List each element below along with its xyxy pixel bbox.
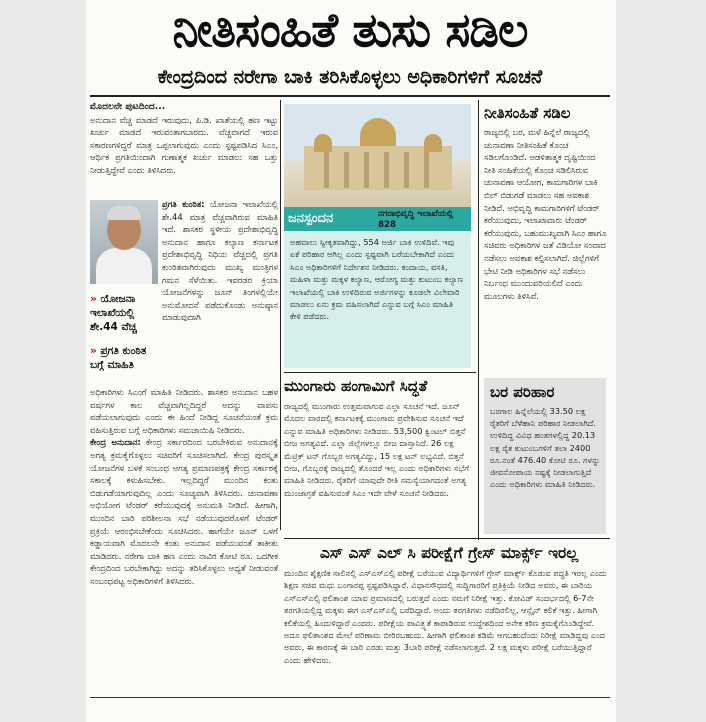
subheadline: ಕೇಂದ್ರದಿಂದ ನರೇಗಾ ಬಾಕಿ ತರಿಸಿಕೊಳ್ಳಲು ಅಧಿಕಾರಿಗಳಿಗೆ ಸೂಚನೆ — [157, 66, 543, 88]
janaspandana-label: ಜನಸ್ಪಂದನ — [288, 211, 334, 226]
sslc-body: ಮುಂದಿನ ಶೈಕ್ಷಣಿಕ ಸಾಲಿನಲ್ಲಿ ಎಸ್ಎಸ್ಎಲ್ಸಿ ಪರೀಕ್ಷೆ ಬರೆಯುವ ವಿದ್ಯಾರ್ಥಿಗಳಿಗೆ ಗ್ರೇಸ್ ಮಾರ್ಕ್ಸ್ ಕೊಡುವ ಪದ್ಧತಿ ಇರಲ್ಲ ಎಂದು ಶಿಕ್ಷಣ ಸಚಿವ ಮಧು ಬಂಗಾರಪ್ಪ ಸ್ಪಷ್ಟಪಡಿಸಿದ್ದಾರೆ. ವಿಧಾನಸೌಧದಲ್ಲಿ ಸುದ್ದಿಗಾರರಿಗೆ ಪ್ರತಿಕ್ರಿಯೆ ನೀಡಿದ ಅವರು, ಈ ಬಾರಿಯ ಎಸ್ಎಸ್ಎಲ್ಸಿ ಫಲಿತಾಂಶ ಯಾವ ಪ್ರಮಾಣದಲ್ಲಿ ಬರುತ್ತದೆ ಎಂದು ನಮಗೆ ನಿರೀಕ್ಷೆ ಇತ್ತು. ಕೋವಿಡ್ ಸಂದರ್ಭದಲ್ಲಿ 6-7ನೇ ತರಗತಿಯಲ್ಲಿದ್ದ ಮಕ್ಕಳು ಈಗ ಎಸ್ಎಸ್ಎಲ್ಸಿ ಬರೆದಿದ್ದಾರೆ. ಅಂದು ತರಗತಿಗಳು ನಡೆದಿರಲಿಲ್ಲ, ಆನ್ಲೈನ್ ಕಲಿಕೆ ಇತ್ತು. ಹೀಗಾಗಿ ಕಲಿಕೆಯಲ್ಲಿ ಹಿಂದುಳಿದ್ದಾರೆ ಎಂದರು. ಪರೀಕ್ಷೆಯ ಪಾವಿತ್ರ್ಯತೆ ಕಾಪಾಡಿರುವ ಉದ್ದೇಶದಿಂದ ಅನೇಕ ಕಠಿಣ ಕ್ರಮಕೈಗೊಂಡಿದ್ದೇವೆ. ಅದೂ ಫಲಿತಾಂಶದ ಮೇಲೆ ಪರಿಣಾಮ ಬೀರಿರಬಹುದು. ಹೀಗಾಗಿ ಫಲಿತಾಂಶ ಕಡಿಮೆ ಆಗಬಹುದೆಂದು ನಿರೀಕ್ಷೆ ಮಾಡಿದ್ದವು ಎಂದ ಅವರು, ಈ ಕಾರಣಕ್ಕೆ ಈ ಬಾರಿ ಎರಡು ಮತ್ತು 3ಬಾರಿ ಪರೀಕ್ಷೆ ನಡೆಸಲಾಗುತ್ತದೆ. 2 ಲಕ್ಷ ಮಕ್ಕಳು ಪರೀಕ್ಷೆ ಬರೆಯುತ್ತಿದ್ದಾರೆ ಎಂದು ಹೇಳಿದರು. — [284, 568, 607, 665]
left-column-top — [90, 100, 278, 196]
building-tower — [424, 134, 442, 152]
divider — [284, 372, 476, 373]
photo-hair — [107, 206, 141, 220]
building-column — [344, 152, 349, 188]
sslc-heading: ಎಸ್ ಎಸ್ ಎಲ್ ಸಿ ಪರೀಕ್ಷೆಗೆ ಗ್ರೇಸ್ ಮಾರ್ಕ್ಸ್ ಇರಲ್ಲ — [319, 544, 579, 562]
pull-quote — [90, 292, 160, 334]
left-column-bottom — [90, 386, 278, 688]
building-column — [384, 152, 389, 188]
kicker: ಮೊದಲನೇ ಪುಟದಿಂದ... — [90, 101, 166, 112]
column-divider — [478, 100, 479, 540]
janaspandana-dateline: ನಗರಾಭಿವೃದ್ಧಿ ಇಲಾಖೆಯಲ್ಲಿ 828 — [378, 209, 454, 230]
right-column-body: ರಾಜ್ಯದಲ್ಲಿ ಬರ, ಮಳೆ ಹಿನ್ನೆಲೆ ರಾಜ್ಯದಲ್ಲಿ ಚುನಾವಣಾ ನೀತಿಸಂಹಿತೆ ಕೊಂಚ ಸಡಿಲಗೊಂಡಿದೆ. ಆಡಳಿತಾತ್ಮಕ ದೃಷ್ಟಿಯಿಂದ ನೀತಿ ಸಂಹಿತೆಯಲ್ಲಿ ಕೊಂಚ ಸಡಿಲಿಸಿರುವ ಚುನಾವಣಾ ಆಯೋಗ, ಕಾಮಗಾರಿಗಳ ಬಾಕಿ ಬಿಲ್ ಬಿಡುಗಡೆ ಮಾಡಲು ಸಹ ಅವಕಾಶ ನೀಡಿದೆ. ಅಭಿವೃದ್ಧಿ ಕಾಮಗಾರಿಗಳಿಗೆ ಟೆಂಡರ್ ಕರೆಯುವುದು, ಇಲಾಖಾವಾರು ಟೆಂಡರ್ ಕರೆಯುವುದು, ಬಹುಮುಖ್ಯವಾಗಿ ಸಿಎಂ ಹಾಗೂ ಸಚಿವರು ಅಧಿಕಾರಿಗಳ ಜತೆ ವಿಡಿಯೋ ಸಂವಾದ ನಡೆಸಲು ಅವಕಾಶ ಕಲ್ಪಿಸಲಾಗಿದೆ. ಜಿಲ್ಲೆಗಳಿಗೆ ಭೇಟಿ ನೀಡಿ ಅಧಿಕಾರಿಗಳ ಸಭೆ ನಡೆಸಲು ನಿರ್ಬಂಧ ಮುಂದುವರಿಯಲಿದೆ ಎಂದು ಮೂಲಗಳು ತಿಳಿಸಿವೆ. — [484, 127, 607, 301]
subheading: ಕೇಂದ್ರ ಅನುದಾನ: — [90, 437, 141, 448]
paragraph: ಕೇಂದ್ರ ಸರ್ಕಾರದಿಂದ ಬರಬೇಕಿರುವ ಅನುದಾನಕ್ಕೆ ಅಗತ್ಯ ಕ್ರಮಕೈಗೊಳ್ಳಲು ಸಚಿವರಿಗೆ ಸೂಚಿಸಲಾಗಿದೆ. ಕೇಂದ್ರ ಪುರಸ್ಕೃತ ಯೋಜನೆಗಳ ಬಳಕೆ ಸಂಬಂಧ ಅಗತ್ಯ ಪ್ರಮಾಣಪತ್ರಕ್ಕೆ ಕೇಂದ್ರ ಸರ್ಕಾರಕ್ಕೆ ಸಕಾಲಕ್ಕೆ ಕಳುಹಿಸಬೇಕು. ಇಲ್ಲದಿದ್ದರೆ ಮುಂದಿನ ಕಂತು ಬಿಡುಗಡೆಯಾಗುವುದಿಲ್ಲ ಎಂದು ಸೂಚ್ಯವಾಗಿ ತಿಳಿಸಿದರು. ಚುನಾವಣಾ ಅಭಿಯೋಗ ಟೆಂಡರ್ ಕರೆಯುವುದಕ್ಕೆ ಅನುಮತಿ ನೀಡಿದೆ. ಹೀಗಾಗಿ, ಮುಂದಿನ ಬಾರಿ ಪರಿಶೀಲನಾ ಸಭೆ ನಡೆಯುವುದರೊಳಗೆ ಟೆಂಡರ್ ಪ್ರಕ್ರಿಯೆ ಆರಂಭಿಸಬೇಕೆಂದು ಸೂಚಿಸಿದರು. ಹಾಗೆಯೇ ಜೂನ್ ಒಳಗೆ ಕಡ್ಡಾಯವಾಗಿ ಮೊದಲನೇ ಕಂತು ಅನುದಾನ ಪಡೆಯುವಂತೆ ತಾಕೀತು ಮಾಡಿದರು. ನರೇಗಾ ಬಾಕಿ ಹಣ ಎಂದು ನಾವಿರ ಕೋಟಿ ರೂ. ಒದಗೀಕ ಕೇಂದ್ರದಿಂದ ಬರಬೇಕಾಗಿದ್ದು ಅದನ್ನು ತರಿಸಿಕೊಳ್ಳಲು ಅಧ್ಯತೆ ನೀಡುವಂತೆ ಸಂಬಂಧಪಟ್ಟ ಅಧಿಕಾರಿಗಳಿಗೆ ತಿಳಿಸಿದರು. — [90, 437, 278, 586]
headline: ನೀತಿಸಂಹಿತೆ ತುಸು ಸಡಿಲ — [172, 3, 528, 58]
building-column — [404, 152, 409, 188]
paragraph: ಅನುದಾನ ವೆಚ್ಚ ಮಾಡದೆ ಇರುವುದು, ಪಿ.ಡಿ. ಖಾತೆಯಲ್ಲಿ ಹಣ ಇಟ್ಟು ಖರ್ಚು ಮಾಡದೆ ಇರುವಂತಾಗಬಾರದು. ವೆಚ್ಚವಾಗದೆ ಇರುವ ಸಕಾರಣಗಳಿದ್ದರೆ ಮಾತ್ರ ಒಪ್ಪಲಾಗುವುದು ಎಂದು ಸ್ಪಷ್ಟಪಡಿಸಿದ ಸಿಎಂ, ಆರ್ಥಿಕ ಪ್ರಗತಿಯಿಂದಾಗಿ ಗುಣಾತ್ಮಕ ಖರ್ಚು ಮಾಡಲು ಸಹ ಒತ್ತು ನೀಡುತ್ತಿದ್ದೇವೆ ಎಂದು ತಿಳಿಸಿದರು. — [90, 114, 278, 175]
photo-body — [96, 248, 152, 284]
portrait-photo — [90, 200, 158, 284]
drought-body: ಬರಗಾಲ ಹಿನ್ನೆಲೆಯಲ್ಲಿ 33.50 ಲಕ್ಷ ರೈತರಿಗೆ ಬೆಳೆಹಾನಿ ಪರಿಹಾರ ನೀಡಲಾಗಿದೆ. ಉಳಿದಿದ್ದ ವಿವಿಧ ಹಂತಗಳಲ್ಲಿದ್ದ 20.13 ಲಕ್ಷ ರೈತ ಕುಟುಂಬಗಳಿಗೆ ತಲಾ 2400 ರೂ.ನಂತೆ 476.40 ಕೋಟಿ ರೂ. ಗಳನ್ನು ಜೀವನೋಪಾಯ ನಷ್ಟಕ್ಕೆ ನೀಡಲಾಗುತ್ತಿದೆ ಎಂದು ಅಧಿಕಾರಿಗಳು ಮಾಹಿತಿ ನೀಡಿದರು. — [490, 406, 601, 490]
left-column-side — [162, 198, 278, 384]
divider — [90, 95, 610, 97]
building-column — [364, 152, 369, 188]
pull-quote — [90, 344, 160, 372]
divider — [284, 538, 610, 539]
bullet-icon: » — [90, 293, 97, 305]
building-tower — [314, 134, 332, 152]
building-column — [324, 152, 329, 188]
subheading: ಪ್ರಗತಿ ಕುಂಠಿತ: — [162, 199, 205, 209]
paragraph: ಅಧಿಕಾರಿಗಳು ಸಿಎಂಗೆ ಮಾಹಿತಿ ನೀಡಿದರು. ಶಾಸಕರ ಅನುದಾನ ಬಹಳ ವರ್ಷಗಳ ಕಾಲ ವೆಚ್ಚವಾಗಿಲ್ಲದಿದ್ದರೆ ಅದನ್ನು ವಾಪಸು ಪಡೆಯಲಾಗುವುದು ಎಂದು ಈ ಹಿಂದೆ ನೀಡಿದ್ದ ಸೂಚನೆಯಂತೆ ಕ್ರಮ ವಹಿಸುತ್ತಿರುವ ಬಗ್ಗೆ ಅಧಿಕಾರಿಗಳು ಸಮಜಾಯಿಷಿ ನೀಡಿದರು. — [90, 387, 278, 435]
page-bottom-rule — [90, 697, 610, 698]
vidhana-soudha-photo — [284, 104, 471, 207]
monsoon-body: ರಾಜ್ಯದಲ್ಲಿ ಮುಂಗಾರು ಉತ್ತಮವಾಗುವ ಎಲ್ಲಾ ಸೂಚನೆ ಇದೆ. ಜೂನ್ ಮೊದಲ ವಾರದಲ್ಲಿ ಕರ್ನಾಟಕಕ್ಕೆ ಮುಂಗಾರು ಪ್ರವೇಶಿಸುವ ಸೂಚನೆ ಇದೆ ಎನ್ನುವ ಮಾಹಿತಿ ಅಧಿಕಾರಿಗಳು ನೀಡಿದರು. 53,500 ಕ್ವಿಂಟಲ್ ಬಿತ್ತನೆ ಬೀಜ ಅಗತ್ಯವಿದೆ. ಎಲ್ಲಾ ಜಿಲ್ಲೆಗಳಲ್ಲೂ ಬೀಜ ದಾಸ್ತಾನಿದೆ. 26 ಲಕ್ಷ ಮೆಟ್ರಿಕ್ ಟನ್ ಗೊಬ್ಬರ ಅಗತ್ಯವಿದ್ದು, 15 ಲಕ್ಷ ಟನ್ ಲಭ್ಯವಿದೆ. ಬಿತ್ತನೆ ಬೀಜ, ಗೊಬ್ಬರಕ್ಕೆ ರಾಜ್ಯದಲ್ಲಿ ತೊಂದರೆ ಇಲ್ಲ ಎಂದು ಅಧಿಕಾರಿಗಳು ಸಭೆಗೆ ಮಾಹಿತಿ ನೀಡಿದರು. ರೈತರಿಗೆ ಯಾವುದೇ ರೀತಿ ಸಮಸ್ಯೆಯಾಗದಂತೆ ಅಗತ್ಯ ಮುಂಜಾಗ್ರತೆ ವಹಿಸುವಂತೆ ಸಿಎಂ ಇದೇ ವೇಳೆ ಸೂಚನೆ ನೀಡಿದರು. — [284, 401, 470, 498]
building-column — [424, 152, 429, 188]
janaspandana-body: ಅಹವಾಲು ಸ್ವೀಕೃತವಾಗಿದ್ದು, 554 ಅರ್ಜಿ ಬಾಕಿ ಉಳಿದಿವೆ. ಇವು ಏಕೆ ಪರಿಹಾರ ಆಗಿಲ್ಲ ಎಂದು ಸ್ಪಷ್ಟವಾಗಿ ಬರೆಯಬೇಕಾಗಿದೆ ಎಂದು ಸಿಎಂ ಅಧಿಕಾರಿಗಳಿಗೆ ನಿರ್ದೇಶನ ನೀಡಿದರು. ಕಂದಾಯ, ವಸತಿ, ಮಹಿಳಾ ಮತ್ತು ಮಕ್ಕಳ ಕಲ್ಯಾಣ, ಆರೋಗ್ಯ ಮತ್ತು ಕುಟುಂಬ ಕಲ್ಯಾಣ ಇಲಾಖೆಯಲ್ಲಿ ಬಾಕಿ ಉಳಿದಿರುವ ಅರ್ಜಿಗಳನ್ನು ಕೂಡಲೇ ವಿಲೇವಾರಿ ಮಾಡಲು ಏನು ಕ್ರಮ ವಹಿಸಲಾಗಿದೆ ಎನ್ನುವ ಬಗ್ಗೆ ಸಿಎಂ ಮಾಹಿತಿ ಕೇಳಿ ಪಡೆದರು. — [290, 237, 464, 322]
drought-heading: ಬರ ಪರಿಹಾರ — [490, 383, 555, 401]
building-dome — [360, 118, 396, 146]
pull-quote-text: ಯೋಜನಾ ಇಲಾಖೆಯಲ್ಲಿ ಶೇ.44 ವೆಚ್ಚ — [90, 293, 137, 333]
paragraph: ಯೋಜನಾ ಇಲಾಖೆಯಲ್ಲಿ ಶೇ.44 ಮಾತ್ರ ವೆಚ್ಚವಾಗಿರುವ ಮಾಹಿತಿ ಇದೆ. ಶಾಸಕರ ಸ್ಥಳೀಯ ಪ್ರದೇಶಾಭಿವೃದ್ಧಿ ಅನುದಾನ ಹಾಗೂ ಕಲ್ಯಾಣ ಕರ್ನಾಟಕ ಪ್ರದೇಶಾಭಿವೃದ್ಧಿ ನಿಧಿಯ ವೆಚ್ಚದಲ್ಲಿ ಪ್ರಗತಿ ಕುಂಠಿತವಾಗಿರುವುದು ಮುಖ್ಯ ಮಂತ್ರಿಗಳ ಗಮನ ಸೆಳೆಯಿತು. ಇವರಡರ ಕ್ರಿಯಾ ಯೋಜನೆಗಳನ್ನು ಜೂನ್ ತಿಂಗಳಲ್ಲಿಯೇ ಅನುಮೋದನೆ ಪಡೆದುಕೊಂಡು ಅನುಷ್ಠಾನ ಮಾಡುವುದಾಗಿ — [162, 199, 278, 323]
bullet-icon: » — [90, 345, 97, 357]
column-divider — [280, 100, 281, 530]
pull-quote-text: ಪ್ರಗತಿ ಕುಂಠಿತ ಬಗ್ಗೆ ಮಾಹಿತಿ — [90, 345, 147, 371]
monsoon-heading: ಮುಂಗಾರು ಹಂಗಾಮಿಗೆ ಸಿದ್ಧತೆ — [284, 377, 428, 395]
right-column-heading: ನೀತಿಸಂಹಿತೆ ಸಡಿಲ — [484, 104, 571, 122]
